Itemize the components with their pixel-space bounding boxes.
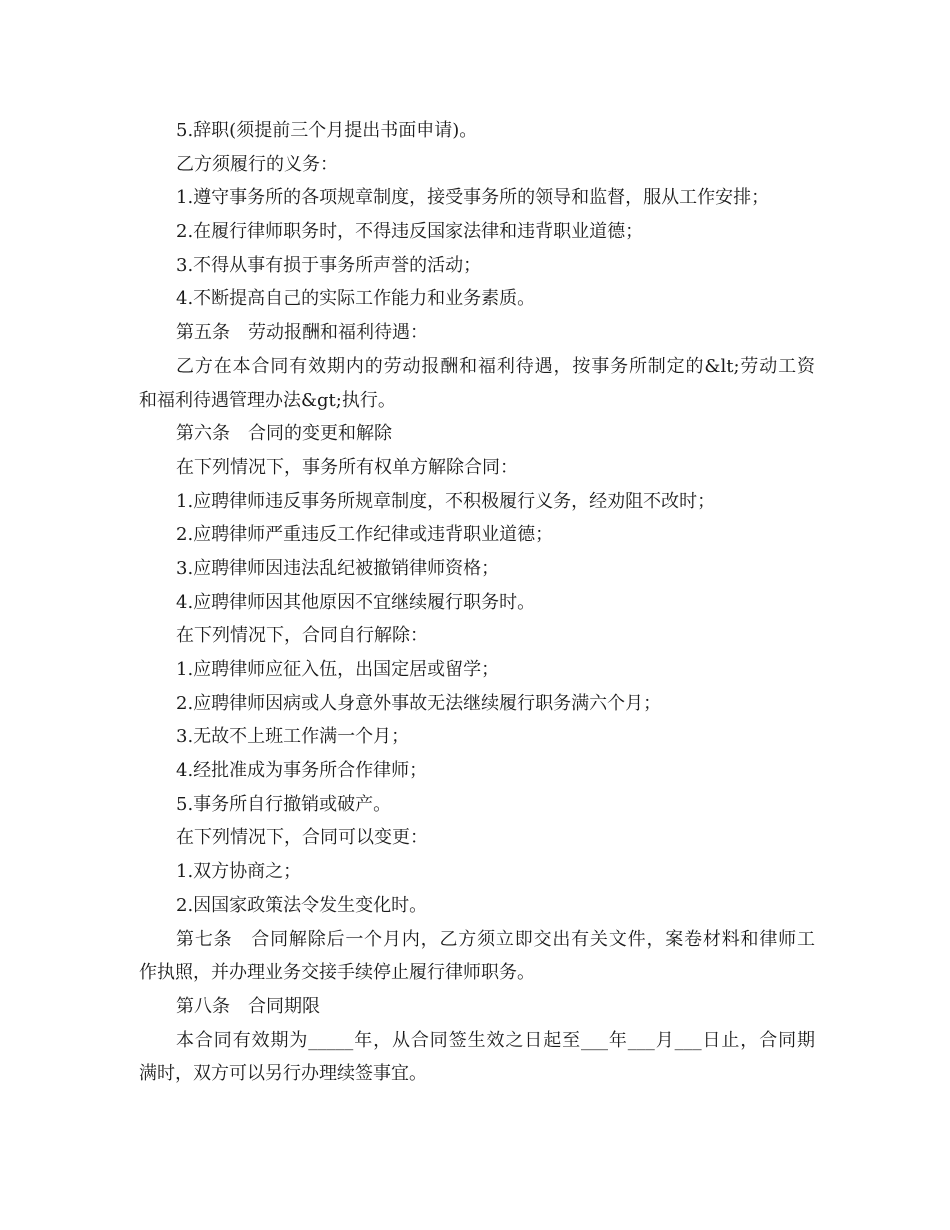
text-line: 第八条 合同期限	[176, 995, 320, 1017]
text-line: 5.事务所自行撤销或破产。	[176, 793, 392, 815]
text-line: 第六条 合同的变更和解除	[176, 423, 392, 445]
text-line: 本合同有效期为_____年，从合同签生效之日起至___年___月___日止，合同期	[176, 1029, 815, 1051]
text-line: 乙方在本合同有效期内的劳动报酬和福利待遇，按事务所制定的&lt;劳动工资	[176, 355, 815, 377]
text-line: 第五条 劳动报酬和福利待遇：	[176, 322, 428, 344]
document-body	[139, 114, 815, 1091]
text-line: 1.应聘律师违反事务所规章制度，不积极履行义务，经劝阻不改时；	[176, 490, 716, 512]
text-line: 2.在履行律师职务时，不得违反国家法律和违背职业道德；	[176, 221, 644, 243]
text-line: 乙方须履行的义务：	[176, 153, 338, 175]
text-line: 2.应聘律师因病或人身意外事故无法继续履行职务满六个月；	[176, 692, 662, 714]
text-line: 1.双方协商之；	[176, 861, 302, 883]
text-line: 4.经批准成为事务所合作律师；	[176, 760, 428, 782]
text-line: 1.应聘律师应征入伍，出国定居或留学；	[176, 659, 500, 680]
text-line: 2.因国家政策法令发生变化时。	[176, 894, 428, 916]
text-line: 4.应聘律师因其他原因不宜继续履行职务时。	[176, 591, 536, 613]
text-line: 3.无故不上班工作满一个月；	[176, 726, 410, 748]
text-line: 3.不得从事有损于事务所声誉的活动；	[176, 254, 482, 276]
text-line: 和福利待遇管理办法&gt;执行。	[139, 389, 396, 411]
text-line: 3.应聘律师因违法乱纪被撤销律师资格；	[176, 557, 500, 579]
text-line: 第七条 合同解除后一个月内，乙方须立即交出有关文件，案卷材料和律师工	[176, 928, 815, 950]
text-line: 5.辞职(须提前三个月提出书面申请)。	[176, 120, 478, 141]
text-line: 在下列情况下，合同可以变更：	[176, 827, 428, 849]
text-line: 2.应聘律师严重违反工作纪律或违背职业道德；	[176, 524, 554, 546]
text-line: 在下列情况下，合同自行解除：	[176, 625, 428, 647]
text-line: 在下列情况下，事务所有权单方解除合同：	[176, 456, 518, 478]
text-line: 4.不断提高自己的实际工作能力和业务素质。	[176, 288, 536, 310]
text-line: 满时，双方可以另行办理续签事宜。	[139, 1063, 427, 1085]
text-line: 1.遵守事务所的各项规章制度，接受事务所的领导和监督，服从工作安排；	[176, 187, 770, 209]
text-line: 作执照，并办理业务交接手续停止履行律师职务。	[139, 962, 535, 984]
